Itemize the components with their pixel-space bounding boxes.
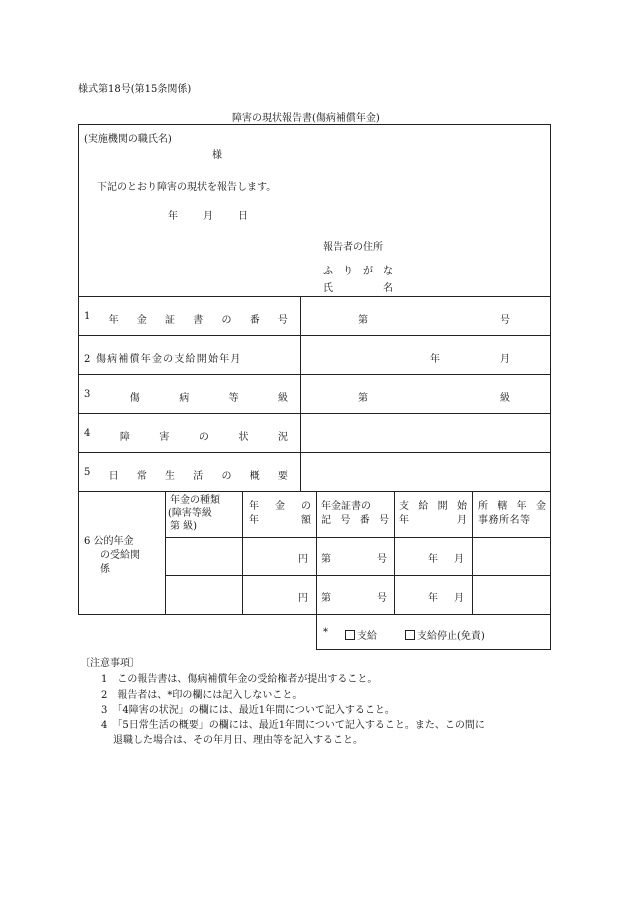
row2-label: 2 傷病補償年金の支給開始年月 [84,354,242,365]
cert-header-1: 年金証書の [321,501,371,512]
note-1: 1 この報告書は、傷病補償年金の受給権者が提出すること。 [101,674,378,685]
intro-text: 下記のとおり障害の現状を報告します。 [97,182,277,193]
kind-header-2: (障害等級 [168,508,212,519]
payment-checkbox[interactable] [345,630,355,640]
row3-label: 3 傷 病 等 級 [84,389,288,404]
row1-dai: 第 [358,315,368,326]
amount-header-2: 年 額 [249,515,311,526]
kind-header-3: 第 級) [170,521,198,532]
start-header-1: 支 給 開 始 [399,501,467,512]
month-1: 月 [454,554,464,565]
note-3: 3 「4障害の状況」の欄には、最近1年間について記入すること。 [101,705,395,716]
notes-heading: 〔注意事項〕 [80,658,140,669]
office-label: (実施機関の職氏名) [84,134,172,145]
month-2: 月 [454,593,464,604]
go-2: 号 [377,593,387,604]
row4-label: 4 障 害 の 状 況 [84,428,288,443]
form-number: 様式第18号(第15条関係) [78,84,192,95]
stop-option[interactable] [405,627,485,642]
row2-year: 年 [430,354,440,365]
row6-label-line1: 6 公的年金 [84,536,134,547]
office-header-1: 所 轄 年 金 [478,501,546,512]
dai-2: 第 [321,593,331,604]
row3-dai: 第 [358,393,368,404]
note-2: 2 報告者は、*印の欄には記入しないこと。 [101,690,303,701]
date-month: 月 [203,211,213,222]
start-header-2: 年 月 [399,515,467,526]
dai-1: 第 [321,554,331,565]
office-use-mark: * [323,627,328,638]
date-year: 年 [168,211,178,222]
name-label: 氏 名 [323,283,393,294]
stop-label: 支給停止(免責) [417,631,485,642]
year-1: 年 [428,554,438,565]
office-header-2: 事務所名等 [478,515,531,526]
row6-label-line2: の受給関 [100,550,140,561]
amount-header-1: 年 金 の [249,501,311,512]
go-1: 号 [377,554,387,565]
row2-month: 月 [500,354,510,365]
reporter-address-label: 報告者の住所 [323,242,383,253]
row3-kyu: 級 [500,393,510,404]
form-title: 障害の現状報告書(傷病補償年金) [232,113,380,124]
row5-label: 5 日 常 生 活 の 概 要 [84,467,288,482]
cert-header-2: 記 号 番 号 [321,515,389,526]
row1-label: 1 年 金 証 書 の 番 号 [84,311,288,326]
payment-label: 支給 [357,631,377,642]
yen-2: 円 [298,593,308,604]
row6-label-line3: 係 [100,564,110,575]
stop-checkbox[interactable] [405,630,415,640]
kind-header-1: 年金の種類 [170,495,220,506]
payment-option[interactable] [345,627,377,642]
note-4-cont: 退職した場合は、その年月日、理由等を記入すること。 [113,735,363,746]
yen-1: 円 [298,554,308,565]
furigana-label: ふ り が な [323,266,393,277]
row1-go: 号 [500,315,510,326]
note-4: 4 「5日常生活の概要」の欄には、最近1年間について記入すること。また、この間に [101,720,485,731]
date-day: 日 [238,211,248,222]
sama-label: 様 [212,150,222,161]
year-2: 年 [428,593,438,604]
